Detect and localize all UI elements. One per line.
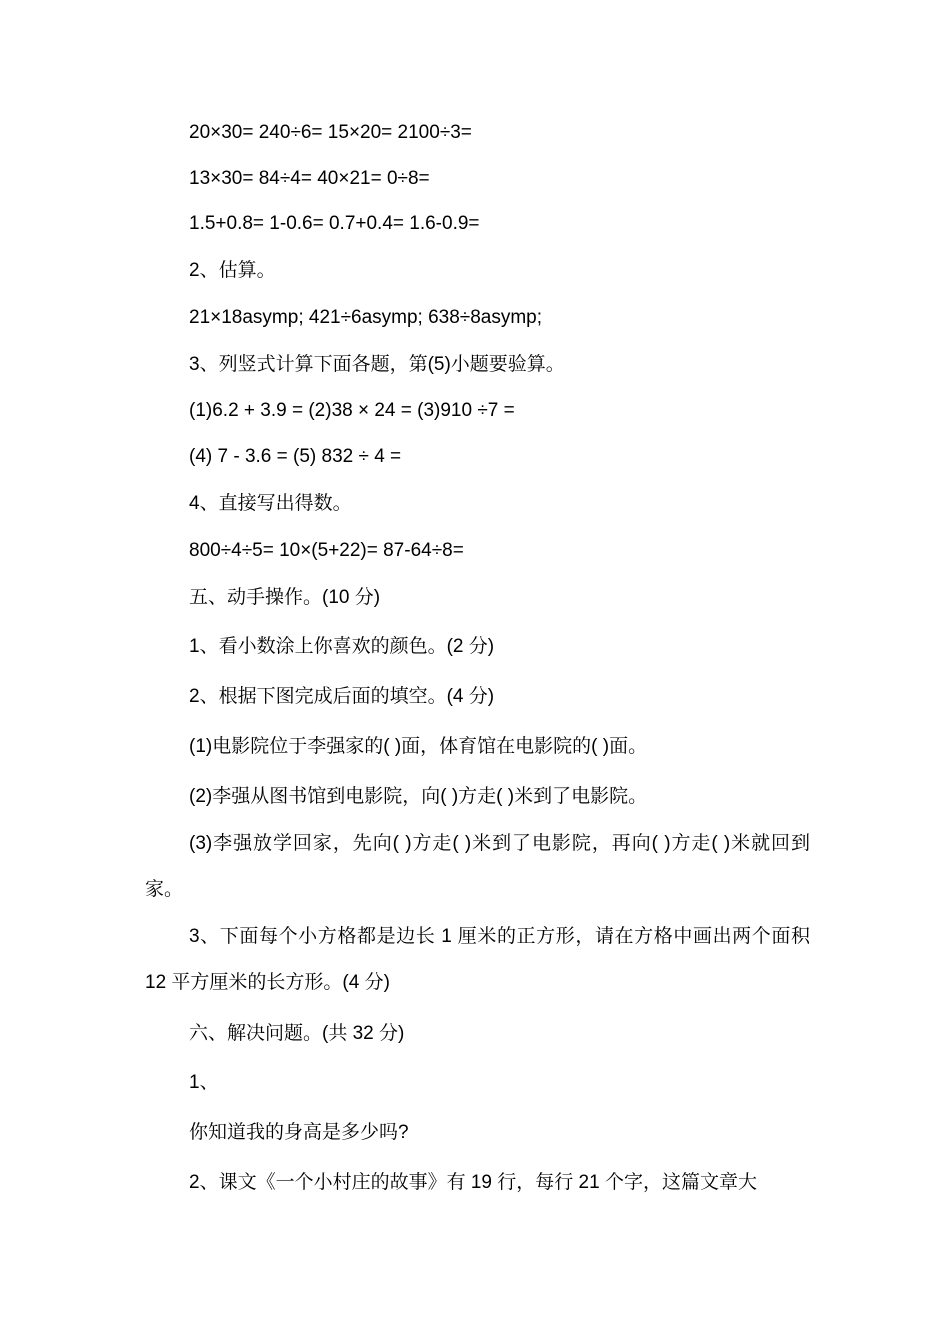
oral-calc-row-3: 1.5+0.8= 1-0.6= 0.7+0.4= 1.6-0.9= [189, 213, 480, 234]
grid-task-paragraph: 3、下面每个小方格都是边长 1 厘米的正方形，请在方格中画出两个面积 12 平方厘米的长方形。(4 分) [145, 926, 810, 993]
vertical-calc-row-2: (4) 7 - 3.6 = (5) 832 ÷ 4 = [189, 446, 402, 467]
direct-result-row: 800÷4÷5= 10×(5+22)= 87-64÷8= [189, 540, 464, 561]
estimate-heading: 2、估算。 [189, 260, 276, 281]
vertical-calc-heading: 3、列竖式计算下面各题，第(5)小题要验算。 [189, 354, 565, 375]
section-five-heading: 五、动手操作。(10 分) [189, 587, 381, 608]
fill-blank-1: (1)电影院位于李强家的( )面，体育馆在电影院的( )面。 [189, 736, 648, 757]
fill-blank-3-paragraph: (3)李强放学回家，先向( )方走( )米到了电影院，再向( )方走( )米就回到家。 [145, 833, 810, 900]
direct-result-heading: 4、直接写出得数。 [189, 493, 352, 514]
fill-blank-2: (2)李强从图书馆到电影院，向( )方走( )米到了电影院。 [189, 786, 648, 807]
oral-calc-row-2: 13×30= 84÷4= 40×21= 0÷8= [189, 168, 430, 189]
oral-calc-row-1: 20×30= 240÷6= 15×20= 2100÷3= [189, 122, 472, 143]
problem-1-question: 你知道我的身高是多少吗? [189, 1122, 409, 1143]
problem-2-text: 2、课文《一个小村庄的故事》有 19 行，每行 21 个字，这篇文章大 [189, 1172, 757, 1193]
problem-1-number: 1、 [189, 1072, 219, 1093]
section-five-item-2: 2、根据下图完成后面的填空。(4 分) [189, 686, 495, 707]
section-six-heading: 六、解决问题。(共 32 分) [189, 1023, 405, 1044]
estimate-row: 21×18asymp; 421÷6asymp; 638÷8asymp; [189, 307, 543, 328]
section-five-item-1: 1、看小数涂上你喜欢的颜色。(2 分) [189, 636, 495, 657]
vertical-calc-row-1: (1)6.2 + 3.9 = (2)38 × 24 = (3)910 ÷7 = [189, 400, 515, 421]
